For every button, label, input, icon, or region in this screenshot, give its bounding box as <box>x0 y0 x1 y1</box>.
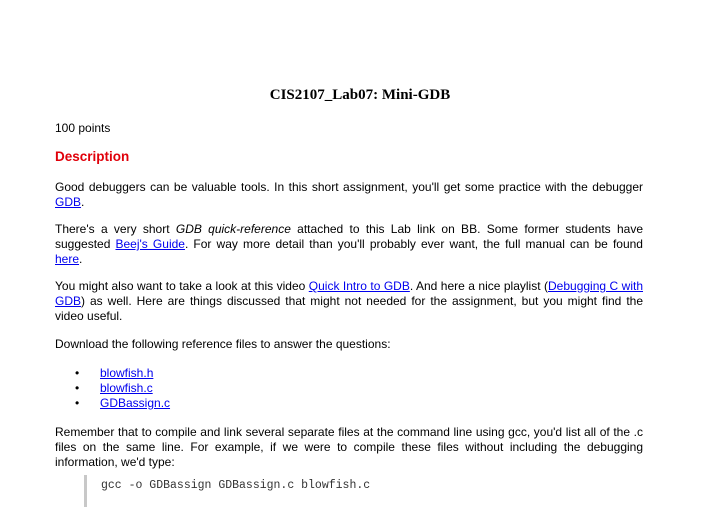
code-block <box>84 475 647 507</box>
list-item <box>55 396 170 411</box>
bullet-icon: • <box>75 366 80 380</box>
file-list <box>55 366 170 411</box>
quick-reference-emphasis: GDB quick-reference <box>175 222 291 236</box>
bullet-icon: • <box>75 381 80 395</box>
video-text-a: You might also want to take a look at this video <box>55 279 309 293</box>
beejs-guide-link[interactable]: Beej's Guide <box>115 237 185 251</box>
quick-intro-gdb-link[interactable]: Quick Intro to GDB <box>308 279 410 293</box>
download-paragraph: Download the following reference files to answer the questions: <box>55 337 391 351</box>
bullet-icon: • <box>75 396 80 410</box>
reference-text-b: attached to this Lab link on BB. Some former students have suggested <box>55 222 643 251</box>
file-link-blowfish-c[interactable]: blowfish.c <box>100 381 153 395</box>
gdb-link[interactable]: GDB <box>55 195 82 209</box>
reference-text-c: . For way more detail than you'll probably ever want, the full manual can be found <box>184 237 643 251</box>
reference-text-a: There's a very short <box>55 222 176 236</box>
intro-paragraph <box>55 180 643 210</box>
page-title: CIS2107_Lab07: Mini-GDB <box>269 87 451 103</box>
list-item <box>55 381 170 396</box>
video-text-b: . And here a nice playlist ( <box>409 279 549 293</box>
points-text: 100 points <box>55 121 111 135</box>
reference-paragraph <box>55 222 643 267</box>
intro-text: Good debuggers can be valuable tools. In this short assignment, you'll get some practice with the debugger <box>55 180 643 194</box>
reference-end: . <box>79 252 83 266</box>
video-paragraph <box>55 279 643 324</box>
compile-command: gcc -o GDBassign GDBassign.c blowfish.c <box>101 479 371 492</box>
description-heading: Description <box>55 149 130 164</box>
video-text-c: ) as well. Here are things discussed that might not needed for the assignment, but you might find the video useful. <box>55 294 643 323</box>
debugging-c-gdb-link[interactable]: Debugging C with GDB <box>55 279 643 308</box>
compile-paragraph: Remember that to compile and link several separate files at the command line using gcc, you'd list all of the .c files on the same line. For example, if we were to compile these files without including the debugging information, we'd type: <box>55 425 643 469</box>
list-item <box>55 366 170 381</box>
manual-here-link[interactable]: here <box>55 252 80 266</box>
intro-end: . <box>81 195 85 209</box>
file-link-blowfish-h[interactable]: blowfish.h <box>100 366 154 380</box>
file-link-gdbassign-c[interactable]: GDBassign.c <box>100 396 171 410</box>
